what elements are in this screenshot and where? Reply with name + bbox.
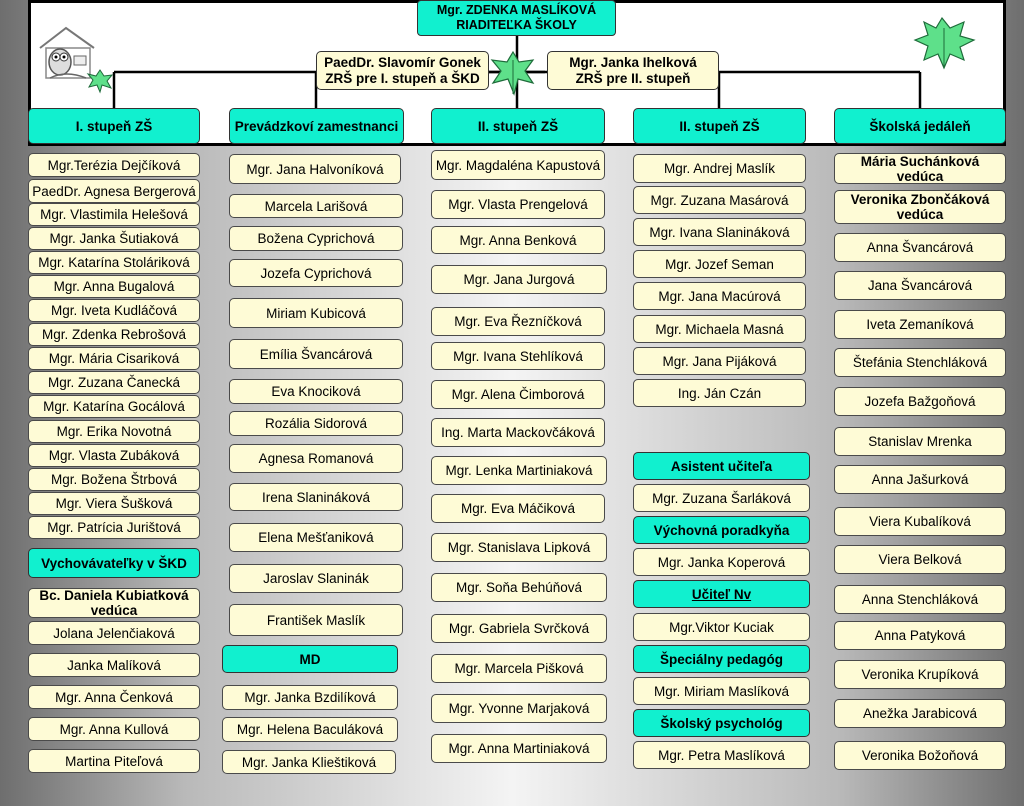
col5-item: Jozefa Bažgoňová	[834, 387, 1006, 416]
col4-item: Mgr. Zuzana Masárová	[633, 186, 806, 214]
col5-header: Školská jedáleň	[834, 108, 1006, 144]
col2-header: Prevádzkoví zamestnanci	[229, 108, 404, 144]
col2-item: František Maslík	[229, 604, 403, 636]
col2-sub-item: Mgr. Helena Baculáková	[222, 717, 398, 742]
col3-item: Mgr. Yvonne Marjaková	[431, 694, 607, 723]
deputy-1-title: ZRŠ pre I. stupeň a ŠKD	[325, 70, 480, 86]
col4-group-item: Mgr. Petra Maslíková	[633, 741, 810, 769]
col2-item: Rozália Sidorová	[229, 411, 403, 436]
col1-item: Mgr. Janka Šutiaková	[28, 227, 200, 250]
col4-group-item: Mgr.Viktor Kuciak	[633, 613, 810, 641]
leaf-icon	[86, 68, 114, 94]
col1-item: Mgr. Božena Štrbová	[28, 468, 200, 491]
col5-item: Anna Švancárová	[834, 233, 1006, 262]
col3-item: Mgr. Anna Martiniaková	[431, 734, 607, 763]
col4-group-header: Učiteľ Nv	[633, 580, 810, 608]
col1-item: Mgr. Viera Šušková	[28, 492, 200, 515]
col3-item: Mgr. Eva Řezníčková	[431, 307, 605, 336]
col2-item: Emília Švancárová	[229, 339, 403, 369]
col5-item: Viera Belková	[834, 545, 1006, 574]
col1-item: Mgr. Patrícia Jurištová	[28, 516, 200, 539]
col2-item: Božena Cyprichová	[229, 226, 403, 251]
col5-lead: Veronika Zbončáková vedúca	[834, 190, 1006, 224]
col2-sub-item: Mgr. Janka Klieštiková	[222, 750, 396, 774]
col1-sub-item: Janka Malíková	[28, 653, 200, 677]
col5-item: Iveta Zemaníková	[834, 310, 1006, 339]
col5-item: Viera Kubalíková	[834, 507, 1006, 536]
col1-sub-item: Mgr. Anna Čenková	[28, 685, 200, 709]
col5-item: Anna Patyková	[834, 621, 1006, 650]
col4-item: Mgr. Jana Macúrová	[633, 282, 806, 310]
col2-item: Eva Knociková	[229, 379, 403, 404]
col4-item: Ing. Ján Czán	[633, 379, 806, 407]
col1-sub-header: Vychovávateľky v ŠKD	[28, 548, 200, 578]
col2-sub-item: Mgr. Janka Bzdilíková	[222, 685, 398, 710]
col1-item: Mgr. Zdenka Rebrošová	[28, 323, 200, 346]
col4-group-header: Výchovná poradkyňa	[633, 516, 810, 544]
col3-item: Mgr. Lenka Martiniaková	[431, 456, 607, 485]
col2-item: Marcela Larišová	[229, 194, 403, 218]
col1-item: Mgr. Anna Bugalová	[28, 275, 200, 298]
col2-item: Jozefa Cyprichová	[229, 259, 403, 287]
director-name: Mgr. ZDENKA MASLÍKOVÁ	[436, 3, 597, 17]
col5-item: Veronika Božoňová	[834, 741, 1006, 770]
col4-header: II. stupeň ZŠ	[633, 108, 806, 144]
col1-header: I. stupeň ZŠ	[28, 108, 200, 144]
col1-item: Mgr. Vlasta Zubáková	[28, 444, 200, 467]
deputy-2-name: Mgr. Janka Ihelková	[569, 54, 697, 70]
col1-item: PaedDr. Agnesa Bergerová	[28, 179, 200, 203]
col3-item: Mgr. Vlasta Prengelová	[431, 190, 605, 219]
col4-item: Mgr. Ivana Slanináková	[633, 218, 806, 246]
col3-item: Mgr. Soňa Behúňová	[431, 573, 607, 602]
col4-group-item: Mgr. Miriam Maslíková	[633, 677, 810, 705]
col5-lead: Mária Suchánková vedúca	[834, 153, 1006, 184]
col4-item: Mgr. Jana Pijáková	[633, 347, 806, 375]
col1-item: Mgr. Mária Cisariková	[28, 347, 200, 370]
col3-item: Mgr. Marcela Pišková	[431, 654, 607, 683]
col3-item: Mgr. Ivana Stehlíková	[431, 342, 605, 370]
col3-item: Mgr. Magdaléna Kapustová	[431, 150, 605, 180]
col1-sub-item: Jolana Jelenčiaková	[28, 621, 200, 645]
leaf-icon	[488, 50, 538, 98]
col1-sub-lead: Bc. Daniela Kubiatková vedúca	[28, 588, 200, 618]
col5-item: Anežka Jarabicová	[834, 699, 1006, 728]
col5-item: Stanislav Mrenka	[834, 427, 1006, 456]
col1-item: Mgr. Erika Novotná	[28, 420, 200, 443]
col4-group-header: Asistent učiteľa	[633, 452, 810, 480]
col2-sub-header: MD	[222, 645, 398, 673]
col5-item: Veronika Krupíková	[834, 660, 1006, 689]
col4-group-header: Špeciálny pedagóg	[633, 645, 810, 673]
col4-item: Mgr. Jozef Seman	[633, 250, 806, 278]
col1-item: Mgr.Terézia Dejčíková	[28, 153, 200, 177]
col4-group-header: Školský psychológ	[633, 709, 810, 737]
col4-group-item: Mgr. Janka Koperová	[633, 548, 810, 576]
col3-item: Mgr. Alena Čimborová	[431, 380, 605, 409]
col3-item: Mgr. Jana Jurgová	[431, 265, 607, 294]
deputy-2-title: ZRŠ pre II. stupeň	[575, 70, 691, 86]
col4-item: Mgr. Michaela Masná	[633, 315, 806, 343]
col1-item: Mgr. Katarína Stoláriková	[28, 251, 200, 274]
leaf-icon	[912, 14, 980, 72]
col1-item: Mgr. Vlastimila Helešová	[28, 203, 200, 226]
col5-item: Jana Švancárová	[834, 271, 1006, 300]
col5-item: Štefánia Stenchláková	[834, 348, 1006, 377]
col3-item: Mgr. Eva Máčiková	[431, 494, 605, 523]
col5-item: Anna Jašurková	[834, 465, 1006, 494]
director-box	[417, 0, 616, 36]
col3-item: Ing. Marta Mackovčáková	[431, 418, 605, 447]
col3-item: Mgr. Gabriela Svrčková	[431, 614, 607, 643]
col2-item: Elena Mešťaniková	[229, 523, 403, 552]
col2-item: Irena Slanináková	[229, 483, 403, 511]
deputy-1-box	[316, 51, 489, 90]
col2-item: Miriam Kubicová	[229, 298, 403, 328]
deputy-2-box	[547, 51, 719, 90]
col3-header: II. stupeň ZŠ	[431, 108, 605, 144]
col5-item: Anna Stenchláková	[834, 585, 1006, 614]
deputy-1-name: PaedDr. Slavomír Gonek	[324, 54, 481, 70]
director-title: RIADITEĽKA ŠKOLY	[456, 18, 577, 32]
col2-item: Agnesa Romanová	[229, 444, 403, 473]
col1-item: Mgr. Iveta Kudláčová	[28, 299, 200, 322]
col1-item: Mgr. Zuzana Čanecká	[28, 371, 200, 394]
col1-item: Mgr. Katarína Gocálová	[28, 395, 200, 418]
col2-item: Mgr. Jana Halvoníková	[229, 154, 401, 184]
col3-item: Mgr. Anna Benková	[431, 226, 605, 254]
col1-sub-item: Mgr. Anna Kullová	[28, 717, 200, 741]
col2-item: Jaroslav Slaninák	[229, 564, 403, 593]
col3-item: Mgr. Stanislava Lipková	[431, 533, 607, 562]
col1-sub-item: Martina Piteľová	[28, 749, 200, 773]
col4-item: Mgr. Andrej Maslík	[633, 154, 806, 183]
col4-group-item: Mgr. Zuzana Šarláková	[633, 484, 810, 512]
